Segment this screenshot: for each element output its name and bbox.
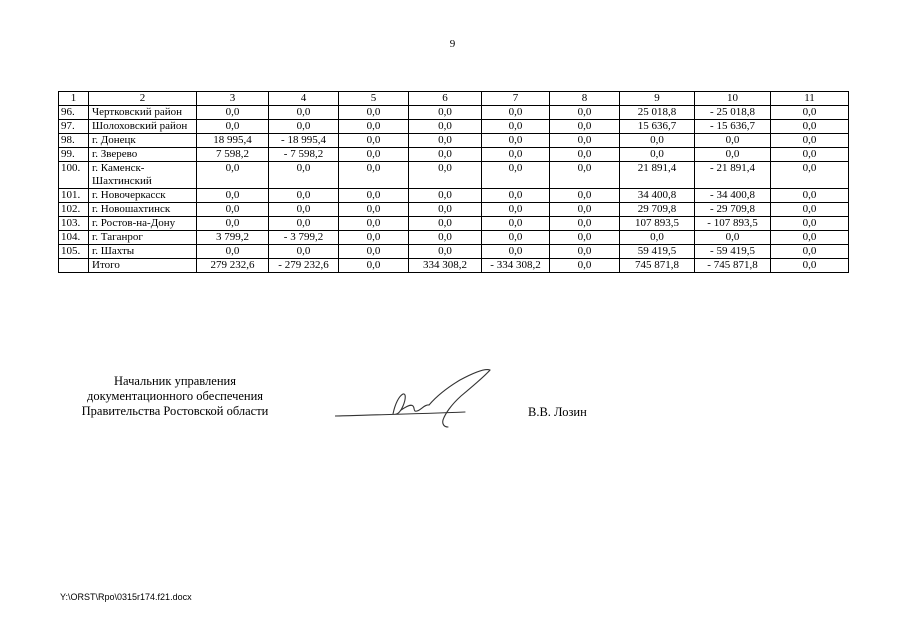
signer-title-line: документационного обеспечения: [86, 389, 264, 403]
table-cell: 0,0: [339, 106, 409, 120]
table-row: [59, 189, 849, 203]
table-cell: 0,0: [269, 106, 339, 120]
table-cell: 0,0: [771, 148, 849, 162]
table-cell: 0,0: [339, 120, 409, 134]
column-header: 4: [269, 92, 339, 106]
table-cell: 0,0: [695, 231, 771, 245]
table-cell: 0,0: [269, 203, 339, 217]
table-cell: г. Донецк: [89, 134, 197, 148]
table-cell: 102.: [59, 203, 89, 217]
table-cell: 0,0: [620, 148, 695, 162]
table-cell: 0,0: [771, 245, 849, 259]
table-cell: 334 308,2: [409, 259, 482, 273]
table-cell: 0,0: [339, 231, 409, 245]
table-cell: 0,0: [550, 162, 620, 189]
table-cell: 0,0: [409, 245, 482, 259]
table-cell: 96.: [59, 106, 89, 120]
table-cell: 104.: [59, 231, 89, 245]
table-cell: 0,0: [771, 106, 849, 120]
table-cell: 0,0: [409, 148, 482, 162]
table-cell: 0,0: [409, 162, 482, 189]
column-header: 8: [550, 92, 620, 106]
table-cell: 0,0: [339, 162, 409, 189]
table-cell: 0,0: [409, 203, 482, 217]
table-cell: г. Ростов-на-Дону: [89, 217, 197, 231]
table-cell: г. Шахты: [89, 245, 197, 259]
table-cell: 3 799,2: [197, 231, 269, 245]
table-cell: 0,0: [620, 134, 695, 148]
table-cell: 0,0: [771, 189, 849, 203]
table-cell: 0,0: [197, 189, 269, 203]
table-cell: 0,0: [197, 162, 269, 189]
table-cell: 98.: [59, 134, 89, 148]
table-cell: - 18 995,4: [269, 134, 339, 148]
table-cell: 103.: [59, 217, 89, 231]
table-cell: 25 018,8: [620, 106, 695, 120]
table-cell: 101.: [59, 189, 89, 203]
table-cell: 0,0: [482, 231, 550, 245]
table-cell: 99.: [59, 148, 89, 162]
table-cell: 0,0: [550, 189, 620, 203]
budget-table: [58, 91, 849, 273]
table-cell: 18 995,4: [197, 134, 269, 148]
table-cell: 105.: [59, 245, 89, 259]
table-cell: - 15 636,7: [695, 120, 771, 134]
table-cell: - 25 018,8: [695, 106, 771, 120]
table-cell: 0,0: [550, 134, 620, 148]
table-cell: 0,0: [771, 120, 849, 134]
page-number: 9: [449, 38, 456, 50]
table-cell: 0,0: [771, 231, 849, 245]
table-cell: 0,0: [409, 134, 482, 148]
table-cell: г. Каменск-Шахтинский: [89, 162, 197, 189]
table-row: [59, 106, 849, 120]
table-cell: 0,0: [197, 106, 269, 120]
table-cell: 0,0: [409, 106, 482, 120]
table-cell: 0,0: [771, 134, 849, 148]
table-cell: 0,0: [339, 259, 409, 273]
table-row: [59, 245, 849, 259]
table-cell: 0,0: [695, 134, 771, 148]
table-cell: 0,0: [197, 120, 269, 134]
table-cell: 100.: [59, 162, 89, 189]
table-cell: 0,0: [197, 245, 269, 259]
table-cell: 0,0: [550, 148, 620, 162]
table-row: [59, 120, 849, 134]
table-cell: 0,0: [409, 231, 482, 245]
table-cell: - 107 893,5: [695, 217, 771, 231]
signer-title: [40, 374, 310, 419]
table-cell: 0,0: [482, 148, 550, 162]
table-cell: - 29 709,8: [695, 203, 771, 217]
table-row: [59, 162, 849, 189]
table-row: [59, 203, 849, 217]
table-cell: 0,0: [339, 245, 409, 259]
table-cell: 0,0: [269, 217, 339, 231]
column-header: 7: [482, 92, 550, 106]
table-cell: 0,0: [482, 217, 550, 231]
column-header: 6: [409, 92, 482, 106]
table-cell: Чертковский район: [89, 106, 197, 120]
table-cell: 0,0: [482, 120, 550, 134]
table-cell: 0,0: [409, 120, 482, 134]
table-row: [59, 134, 849, 148]
table-cell: - 334 308,2: [482, 259, 550, 273]
table-cell: 0,0: [339, 203, 409, 217]
table-cell: 0,0: [482, 134, 550, 148]
handwritten-signature: [335, 364, 500, 436]
table-cell: - 34 400,8: [695, 189, 771, 203]
table-cell: - 279 232,6: [269, 259, 339, 273]
table-cell: 0,0: [269, 245, 339, 259]
table-cell: - 59 419,5: [695, 245, 771, 259]
table-cell: 279 232,6: [197, 259, 269, 273]
column-header: 11: [771, 92, 849, 106]
column-header: 1: [59, 92, 89, 106]
table-cell: 0,0: [339, 148, 409, 162]
table-cell: Шолоховский район: [89, 120, 197, 134]
table-row: [59, 148, 849, 162]
table-cell: 0,0: [771, 217, 849, 231]
table-cell: г. Таганрог: [89, 231, 197, 245]
table-body: [59, 92, 849, 273]
table-header-row: [59, 92, 849, 106]
table-cell: 0,0: [339, 134, 409, 148]
table-cell: 0,0: [482, 203, 550, 217]
table-cell: 59 419,5: [620, 245, 695, 259]
table-cell: 0,0: [771, 203, 849, 217]
signer-name: В.В. Лозин: [528, 405, 587, 419]
table-cell: 29 709,8: [620, 203, 695, 217]
table-cell: 0,0: [550, 106, 620, 120]
table-cell: 0,0: [269, 162, 339, 189]
table-cell: 0,0: [197, 203, 269, 217]
table-cell: 745 871,8: [620, 259, 695, 273]
table-cell: - 745 871,8: [695, 259, 771, 273]
table-cell: г. Зверево: [89, 148, 197, 162]
table-cell: [59, 259, 89, 273]
table-cell: Итого: [89, 259, 197, 273]
table-row: [59, 231, 849, 245]
table-cell: 0,0: [197, 217, 269, 231]
table-cell: 34 400,8: [620, 189, 695, 203]
signer-title-line: Правительства Ростовской области: [81, 404, 269, 418]
table-row: [59, 259, 849, 273]
table-cell: 0,0: [550, 259, 620, 273]
table-cell: 0,0: [771, 162, 849, 189]
table-cell: 107 893,5: [620, 217, 695, 231]
table-cell: 0,0: [482, 245, 550, 259]
table-cell: 0,0: [482, 106, 550, 120]
table-cell: 15 636,7: [620, 120, 695, 134]
table-cell: 7 598,2: [197, 148, 269, 162]
table-row: [59, 217, 849, 231]
table-cell: 0,0: [771, 259, 849, 273]
table-cell: 0,0: [269, 189, 339, 203]
table-cell: - 7 598,2: [269, 148, 339, 162]
table-cell: г. Новочеркасск: [89, 189, 197, 203]
table-cell: 0,0: [695, 148, 771, 162]
table-cell: 0,0: [550, 120, 620, 134]
column-header: 9: [620, 92, 695, 106]
table-cell: 0,0: [269, 120, 339, 134]
table-cell: 0,0: [482, 162, 550, 189]
table-cell: 0,0: [550, 217, 620, 231]
column-header: 2: [89, 92, 197, 106]
table-cell: 0,0: [409, 217, 482, 231]
column-header: 10: [695, 92, 771, 106]
table-cell: 0,0: [482, 189, 550, 203]
column-header: 5: [339, 92, 409, 106]
column-header: 3: [197, 92, 269, 106]
file-path: Y:\ORST\Rpo\0315r174.f21.docx: [60, 592, 192, 602]
table-cell: 0,0: [339, 217, 409, 231]
table-cell: 0,0: [550, 203, 620, 217]
table-cell: - 21 891,4: [695, 162, 771, 189]
table-cell: 0,0: [339, 189, 409, 203]
table-cell: 0,0: [550, 231, 620, 245]
table-cell: 0,0: [409, 189, 482, 203]
table-cell: 21 891,4: [620, 162, 695, 189]
table-cell: г. Новошахтинск: [89, 203, 197, 217]
table-cell: 0,0: [550, 245, 620, 259]
table-cell: 97.: [59, 120, 89, 134]
table-cell: 0,0: [620, 231, 695, 245]
table-cell: - 3 799,2: [269, 231, 339, 245]
signer-title-line: Начальник управления: [114, 374, 236, 388]
